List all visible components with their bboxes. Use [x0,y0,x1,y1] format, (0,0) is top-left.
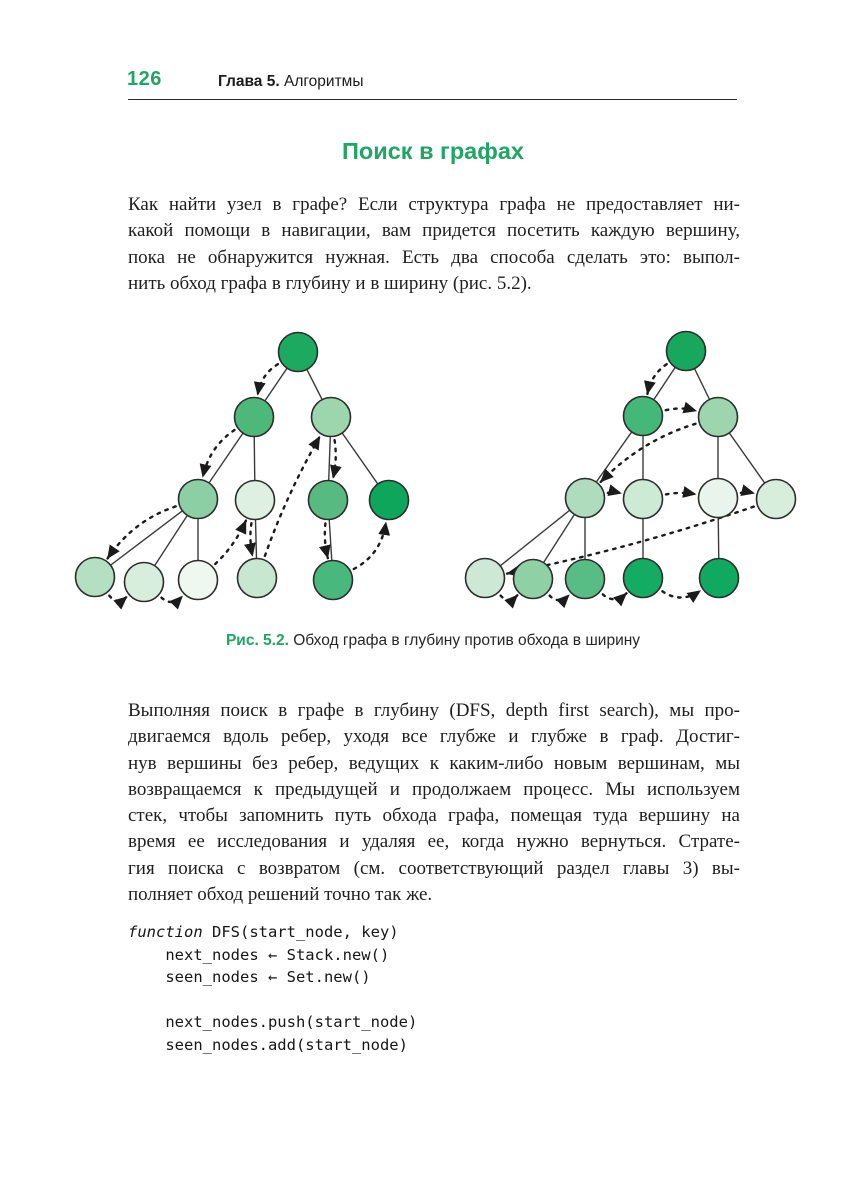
graph-node-K [314,561,353,600]
text-line: двигаемся вдоль ребер, уходя все глубже и глубже в граф. Достиг- [128,726,740,748]
traversal-arrow-J-K [662,591,700,598]
traversal-arrow-root-A [258,364,278,395]
code-line: seen_nodes.add(start_node) [128,1035,408,1054]
traversal-arrow-C-G [108,506,176,558]
traversal-arrow-I-D [215,521,246,564]
section-title: Поиск в графах [342,138,524,164]
graph-node-A [235,398,274,437]
traversal-arrow-K-F [354,522,386,569]
figure-caption-label: Рис. 5.2. [225,632,289,649]
page-number: 126 [127,68,162,90]
graph-node-A [624,397,663,436]
code-keyword: function [128,923,203,941]
traversal-arrow-I-J [603,593,627,599]
code-line: seen_nodes ← Set.new() [128,968,371,987]
graph-node-J [624,559,663,598]
graph-node-G [466,559,505,598]
graph-node-F [757,480,796,519]
text-line: нить обход графа в глубину и в ширину (рис. 5.2). [128,272,532,294]
chapter-label: Глава 5. [218,73,280,90]
traversal-arrow-H-I [162,596,183,602]
code-line: function DFS(start_node, key) [128,923,399,941]
code-line [128,989,688,1012]
traversal-arrow-G-H [501,595,518,600]
graph-node-I [179,561,218,600]
graph-node-B [699,398,738,437]
traversal-arrow-E-K [325,523,328,558]
text-line: какой помощи в навигации, вам придется посетить каждую вершину, [128,220,740,242]
graph-node-H [125,563,164,602]
graph-node-B [312,398,351,437]
text-line: стек, чтобы запомнить путь обхода графа, помещая туда вершину на [128,805,740,827]
code-line: next_nodes ← Stack.new() [128,945,390,964]
traversal-arrow-G-H [109,596,127,601]
graph-node-C [566,479,605,518]
text-line: Выполняя поиск в графе в глубину (DFS, depth first search), мы про- [128,700,740,721]
text-line: полняет обход решений точно так же. [128,884,433,906]
code-block-dfs [128,921,688,1057]
graph-node-H [514,560,553,599]
graph-node-G [76,558,115,597]
header-divider [128,99,737,100]
code-line: next_nodes.push(start_node) [128,1013,418,1032]
traversal-arrow-B-E [333,440,336,478]
graph-node-I [566,560,605,599]
graph-node-E [309,481,348,520]
breadth-first-traversal-graph [466,332,796,601]
graph-node-root [667,332,706,371]
figure-caption [90,632,776,650]
traversal-arrow-C-D [608,492,621,493]
chapter-breadcrumb [218,73,363,91]
traversal-arrow-root-A [647,364,666,394]
traversal-arrow-E-F [741,492,754,493]
paragraph-intro [128,192,740,297]
traversal-arrow-H-I [550,595,570,600]
text-line: возвращаемся к предыдущей и продолжаем процесс. Мы используем [128,778,740,800]
graph-node-F [370,481,409,520]
figure-5-2-graphs [60,320,800,632]
traversal-arrow-D-E [666,493,696,495]
text-line: нув вершины без ребер, ведущих к каким-либо новым вершинам, мы [128,752,740,774]
graph-node-J [238,559,277,598]
chapter-title: Алгоритмы [283,73,364,90]
figure-caption-text: Обход графа в глубину против обхода в ширину [293,632,641,649]
graph-node-K [700,559,739,598]
text-line: пока не обнаружится нужная. Есть два способа сделать это: выпол- [128,246,740,268]
text-line: Как найти узел в графе? Если структура графа не предоставляет ни- [128,194,740,215]
traversal-arrow-D-J [250,523,252,556]
text-line: гия поиска с возвратом (см. соответствующий раздел главы 3) вы- [128,857,740,879]
graph-node-root [279,333,318,372]
traversal-arrow-A-B [666,409,697,411]
graph-node-D [624,480,663,519]
depth-first-traversal-graph [76,333,409,603]
graph-node-C [179,480,218,519]
graph-node-E [699,479,738,518]
text-line: время ее исследования и удаляя ее, когда нужно вернуться. Страте- [128,831,740,853]
graph-node-D [236,481,275,520]
paragraph-dfs [128,698,740,908]
